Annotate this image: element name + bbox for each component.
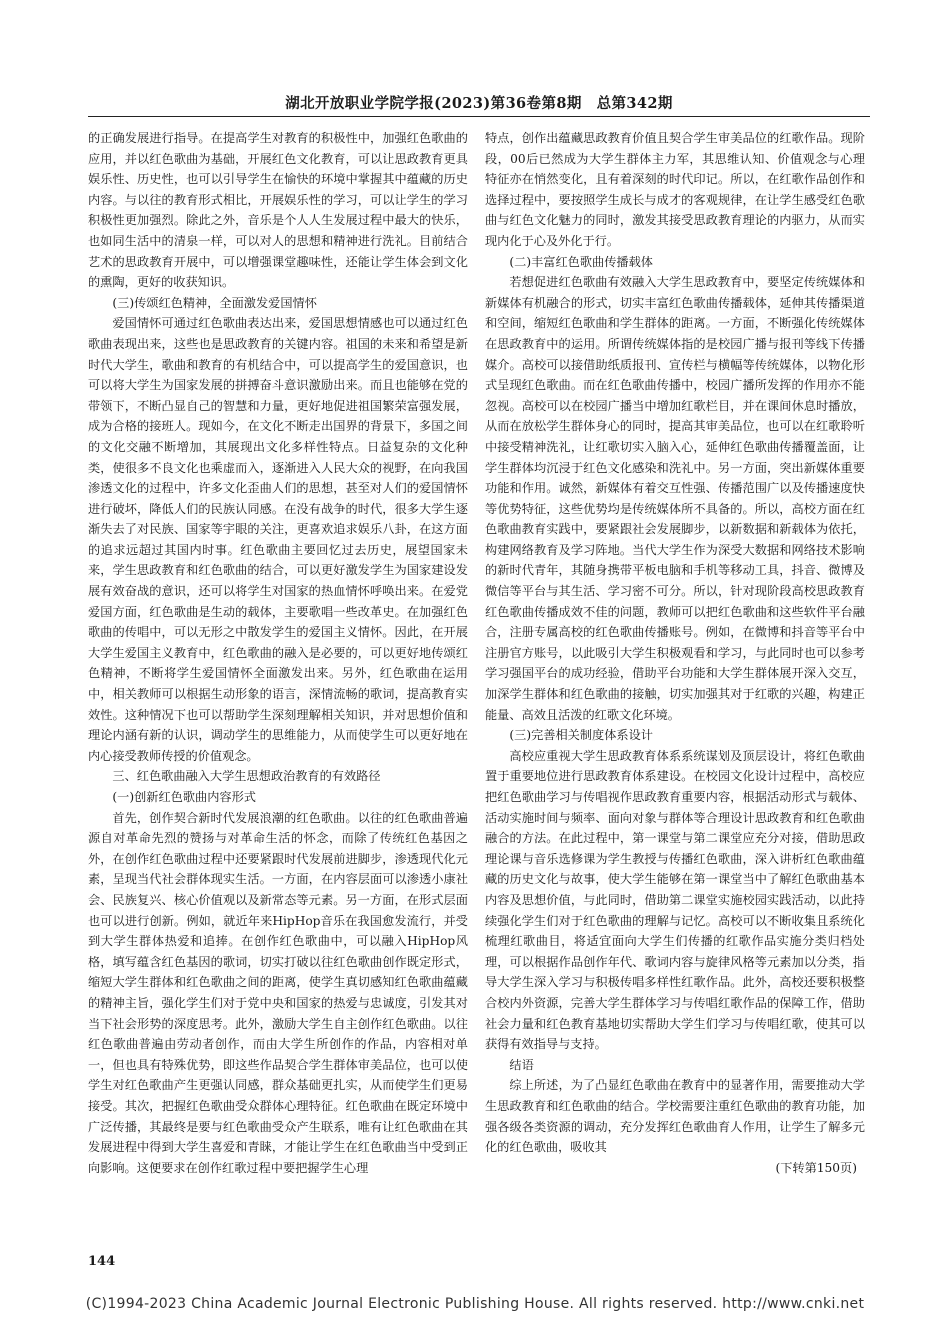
continued-note: (下转第150页) xyxy=(775,1160,857,1175)
copyright-footer: (C)1994-2023 China Academic Journal Electronic Publishing House. All rights reserved. http://www.cnki.net xyxy=(85,1296,865,1312)
section-heading: (三)完善相关制度体系设计 xyxy=(509,728,653,743)
section-heading: (一)创新红色歌曲内容形式 xyxy=(112,790,256,804)
paragraph: 若想促进红色歌曲有效融入大学生思政教育中，要坚定传统媒体和新媒体有机融合的形式，切实丰富红色歌曲传播载体，延伸其传播渠道和空间，缩短红色歌曲和学生群体的距离。一方面，不断强化传统媒体在思政教育中的运用。所谓传统媒体指的是校园广播与报刊等线下传播媒介。高校可以接借助纸质报刊、宣传栏与横幅等传统媒体，以物化形式呈现红色歌曲。而在红色歌曲传播中，校园广播所发挥的作用亦不能忽视。高校可以在校园广播当中增加红歌栏目，并在课间休息时播放，从而在放松学生群体身心的同时，提高其审美品位，也可以在红歌聆听中接受精神洗礼，让红歌切实入脑入心，延伸红色歌曲传播覆盖面，让学生群体均沉浸于红色文化感染和洗礼中。另一方面，突出新媒体重要功能和作用。诚然，新媒体有着交互性强、传播范围广以及传播速度快等优势特征，这些优势均是传统媒体所不具备的。所以，高校方面在红色歌曲教育实践中，要紧跟社会发展脚步，以新数据和新载体为依托，构建网络教育及学习阵地。当代大学生作为深受大数据和网络技术影响的新时代青年，其随身携带平板电脑和手机等移动工具，抖音、微博及微信等平台与其生活、学习密不可分。所以，针对现阶段高校思政教育红色歌曲传播成效不佳的问题，教师可以把红色歌曲和这些软件平台融合，注册专属高校的红色歌曲传播账号。例如，在微博和抖音等平台中注册官方账号，以此吸引大学生积极观看和学习，与此同时也可以参考学习强国平台的成功经验，借助平台功能和大学生群体展开深入交互，加深学生群体和红色歌曲的接触，切实加强其对于红歌的兴趣，构建正能量、高效且活泼的红歌文化环境。 xyxy=(485,275,865,722)
paragraph: 特点，创作出蕴藏思政教育价值且契合学生审美品位的红歌作品。现阶段，00后已然成为大学生群体主力军，其思维认知、价值观念与心理特征亦在悄然变化，且有着深刻的时代印记。所以，在红歌作品创作和选择过程中，要按照学生成长与成才的客观规律，在让学生感受红色歌曲与红色文化魅力的同时，激发其接受思政教育理论的内驱力，从而实现内化于心及外化于行。 xyxy=(485,131,865,248)
right-column xyxy=(485,128,865,1178)
section-heading: (二)丰富红色歌曲传播载体 xyxy=(509,254,653,269)
paragraph: 的正确发展进行指导。在提高学生对教育的积极性中，加强红色歌曲的应用，并以红色歌曲为基础，开展红色文化教育，可以让思政教育更具娱乐性、历史性，也可以引导学生在愉快的环境中掌握其中蕴藏的历史内容。与以往的教育形式相比，开展娱乐性的学习，可以让学生的学习积极性更加强烈。除此之外，音乐是个人人生发展过程中最大的快乐，也如同生活中的清泉一样，可以对人的思想和精神进行洗礼。目前结合艺术的思政教育开展中，可以增强课堂趣味性，还能让学生体会到文化的熏陶，更好的收获知识。 xyxy=(88,131,468,290)
paragraph: 综上所述，为了凸显红色歌曲在教育中的显著作用，需要推动大学生思政教育和红色歌曲的结合。学校需要注重红色歌曲的教育功能，加强各级各类资源的调动，充分发挥红色歌曲育人作用，让学生了解多元化的红色歌曲，吸收其 xyxy=(485,1078,865,1155)
paragraph: 爱国情怀可通过红色歌曲表达出来，爱国思想情感也可以通过红色歌曲表现出来，这些也是思政教育的关键内容。祖国的未来和希望是新时代大学生，歌曲和教育的有机结合中，可以提高学生的爱国意识，也可以将大学生为国家发展的拼搏奋斗意识激励出来。而且也能够在党的带领下，不断凸显自己的智慧和力量，更好地促进祖国繁荣富强发展，成为合格的接班人。现如今，在文化不断走出国界的背景下，多国之间的文化交融不断增加，其展现出文化多样性特点。日益复杂的文化种类，使很多不良文化也乘虚而入，逐渐进入人民大众的视野，在向我国渗透文化的过程中，许多文化歪曲人们的思想，甚至对人们的爱国情怀进行破坏，降低人们的民族认同感。在没有战争的时代，很多大学生逐渐失去了对民族、国家等宇眼的关注，更喜欢追求娱乐八卦，在这方面的追求远超过其国内时事。红色歌曲主要回忆过去历史，展望国家未来，学生思政教育和红色歌曲的结合，可以更好激发学生为国家建设发展有效奋战的意识，还可以将学生对国家的热血情怀呼唤出来。在爱党爱国方面，红色歌曲是生动的载体，主要歌唱一些改革史。在加强红色歌曲的传唱中，可以无形之中散发学生的爱国主义情怀。因此，在开展大学生爱国主义教育中，红色歌曲的融入是必要的，可以更好地传颂红色精神，不断将学生爱国情怀全面激发出来。另外，红色歌曲在运用中，相关教师可以根据生动形象的语言，深情流畅的歌词，提高教育实效性。这种情况下也可以帮助学生深刻理解相关知识，并对思想价值和理论内涵有新的认识，调动学生的思维能力，从而使学生可以更好地在内心接受教师传授的价值观念。 xyxy=(88,316,468,763)
left-column xyxy=(88,128,468,1178)
journal-header: 湖北开放职业学院学报(2023)第36卷第8期 总第342期 xyxy=(285,95,673,112)
paragraph: 首先，创作契合新时代发展浪潮的红色歌曲。以往的红色歌曲普遍源自对革命先烈的赞扬与对革命生活的怀念，而除了传统红色基因之外，在创作红色歌曲过程中还要紧跟时代发展前进脚步，渗透现代化元素，呈现当代社会群体现实生活。一方面，在内容层面可以渗透小康社会、民族复兴、核心价值观以及新常态等元素。另一方面，在形式层面也可以进行创新。例如，就近年来HipHop音乐在我国愈发流行，并受到大学生群体热爱和追捧。在创作红色歌曲中，可以融入HipHop风格，填写蕴含红色基因的歌词，切实打破以往红色歌曲创作既定形式，缩短大学生群体和红色歌曲之间的距离，使学生真切感知红色歌曲蕴藏的精神主旨，强化学生们对于党中央和国家的热爱与忠诚度，引发其对当下社会形势的深度思考。此外，激励大学生自主创作红色歌曲。以往红色歌曲普遍由劳动者创作，而由大学生所创作的作品，内容相对单一，但也具有特殊优势，即这些作品契合学生群体审美品位，也可以使学生对红色歌曲产生更强认同感，群众基础更扎实，从而使学生们更易接受。其次，把握红色歌曲受众群体心理特征。红色歌曲在既定环境中广泛传播，其最终是要与红色歌曲受众产生联系，唯有让红色歌曲在其发展进程中得到大学生喜爱和青睐，才能让学生在红色歌曲当中受到正向影响。这便要求在创作红歌过程中要把握学生心理 xyxy=(88,810,468,1175)
section-heading: (三)传颂红色精神，全面激发爱国情怀 xyxy=(112,295,317,310)
section-heading: 结语 xyxy=(509,1057,534,1072)
paragraph: 高校应重视大学生思政教育体系系统谋划及顶层设计，将红色歌曲置于重要地位进行思政教育体系建设。在校园文化设计过程中，高校应把红色歌曲学习与传唱视作思政教育重要内容，根据活动形式与载体、活动实施时间与频率、面向对象与群体等合理设计思政教育和红色歌曲融合的方法。在此过程中，第一课堂与第二课堂应充分对接，借助思政理论课与音乐选修课为学生教授与传播红色歌曲，深入讲析红色歌曲蕴藏的历史文化与故事，使大学生能够在第一课堂当中了解红色歌曲基本内容及思想价值，与此同时，借助第二课堂实施校园实践活动，以此持续强化学生们对于红色歌曲的理解与记忆。高校可以不断收集且系统化梳理红歌曲目，将适宜面向大学生们传播的红歌作品实施分类归档处理，可以根据作品创作年代、歌词内容与旋律风格等元素加以分类，指导大学生深入学习与积极传唱多样性红歌作品。此外，高校还要积极整合校内外资源，完善大学生群体学习与传唱红歌作品的保障工作，借助社会力量和红色教育基地切实帮助大学生们学习与传唱红歌，使其可以获得有效指导与支持。 xyxy=(485,748,865,1052)
header-rule xyxy=(88,116,870,117)
page-number: 144 xyxy=(88,1254,116,1269)
chapter-heading: 三、红色歌曲融入大学生思想政治教育的有效路径 xyxy=(112,769,381,784)
